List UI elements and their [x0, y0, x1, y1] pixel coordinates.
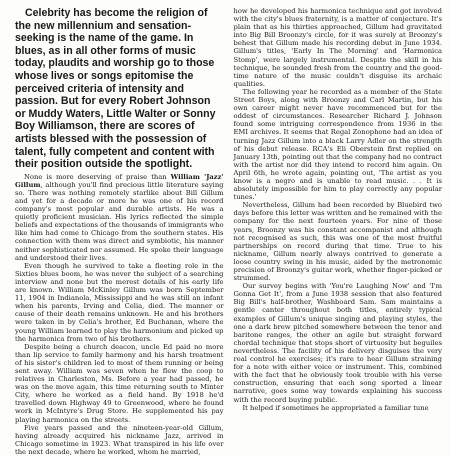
body-paragraph — [15, 173, 224, 262]
body-paragraph: Nevertheless, Gillum had been recorded by Bluebird two days before this letter was written and he remained with the company for the next fourteen years. For nine of those years, Broonzy was his constant accompanist and although not recognised as such, this was one of the most fruitful partnerships on record during that time. True to his nickname, Gillum nearly always contrived to generate a loose country swing in his music, aided by the metronomic precision of Broonzy's guitar work, whether finger-picked or strummed. — [233, 201, 442, 283]
body-paragraph: It helped if sometimes he appropriated a familiar tune — [242, 403, 429, 412]
artist-name: William 'Jazz' Gillum — [15, 172, 224, 189]
body-paragraph: how he developed his harmonica technique and got involved with the city's blues fraternity, is a matter of conjecture. It's plain that as his thirties approached, Gillum had gravitated into Big Bill Broonzy's circle, for it was surely at Broonzy's behest that Gillum made his recording debut in June 1934. Gillum's titles, 'Early In The Morning' and 'Harmonica Stomp', were largely instrumental. Despite the skill in his technique, he sounded fresh from the country and the good-time nature of the music couldn't disguise its archaic qualities. — [233, 7, 442, 88]
body-paragraph: The following year he recorded as a member of the State Street Boys, along with Broonzy and Carl Martin, but his own career might never have recommenced but for the oddest of circumstances. Researcher Richard J. Johnson found some intriguing correspondence from 1936 in the EMI archives. It seems that Regal Zonophone had an idea of turning Jazz Gillum into a black Larry Adler on the strength of his debut release. RCA's Eli Oberstein first replied on January 13th, pointing out that the company had no contract with the artist nor did they intend to record him again. On April 6th, he wrote again, pointing out, 'The artist as you know is a negro and is unable to read music. . . It is absolutely impossible for him to play correctly any popular tunes.' — [233, 87, 443, 202]
left-column — [15, 7, 224, 456]
intro-paragraph: Celebrity has become the religion of the new millennium and sensation-seeking is the name of the game. In blues, as in all other forms of music today, plaudits and worship go to those whose lives or songs epitomise the perceived criteria of intensity and passion. But for every Robert Johnson or Muddy Waters, Little Walter or Sonny Boy Williamson, there are scores of artists blessed with the possession of talent, fully competent and content with their position outside the spotlight. — [15, 7, 216, 171]
paragraph-text: None is more deserving of praise than — [24, 172, 171, 181]
body-paragraph: Our survey begins with 'You're Laughing Now' and 'I'm Gonna Get It', from a June 1938 session that also featured Big Bill's half-brother, Washboard Sam. Sam maintains a gentle canter throughout both titles, entirely typical examples of Gillum's unique singing and playing styles, the one a dark brew pitched somewhere between the tenor and baritone ranges, the other an agile but straight forward chordal technique that stops short of virtuosity but beguiles nevertheless. The facility of his delivery disguises the very real control he exercises; it's rare to hear Gillum straining for a note with either voice or instrument. This, combined with the fact that he obviously took trouble with his verse construction, ensuring that each song sported a linear narrative, goes some way towards explaining his success with the record buying public. — [233, 282, 442, 404]
right-column — [234, 7, 443, 449]
body-paragraph: Five years passed and the nineteen-year-old Gillum, having already acquired his nickname Jazz, arrived in Chicago sometime in 1923. What transpired in his life over the next decade, where he worked, whom he married, — [15, 423, 224, 456]
body-paragraph: Even though he survived to take a fleeting role in the Sixties blues boom, he was never the subject of a searching interview and none but the merest details of his early life are known. William McKinley Gillum was born September 11, 1904 in Indianola, Mississippi and he was still an infant when his parents, Irving and Celia, died. The manner or cause of their death remains unknown. He and his brothers were taken in by Celia's brother, Ed Buchanan, where the young William learned to play the harmonium and picked up the harmonica from two of his brothers. — [15, 261, 224, 343]
paragraph-text: , although you'll find precious little literature saying so. There was nothing remotely starlike about Bill Gillum and yet for a decade or more he was one of his record company's most popular and durable artists. He was a quietly proficient musician. His lyrics reflected the simple beliefs and expectations of the thousands of immigrants who like him had come to Chicago from the southern states. His connection with them was direct and symbiotic, his manner neither sophisticated nor assumed. He spoke their language and understood their lives. — [15, 180, 224, 262]
body-paragraph: Despite being a church deacon, uncle Ed paid no more than lip service to family harmony and his harsh treatment of his sister's children led to most of them running or being sent away. William was seven when he flew the coop to relatives in Charleston, Ms. Before a year had passed, he was on the move again, this time returning south to Minter City, where he worked as a field hand. By 1918 he'd travelled down Highway 49 to Greenwood, where he found work in McIntyre's Drug Store. He supplemented his pay playing harmonica on the streets. — [15, 342, 224, 424]
